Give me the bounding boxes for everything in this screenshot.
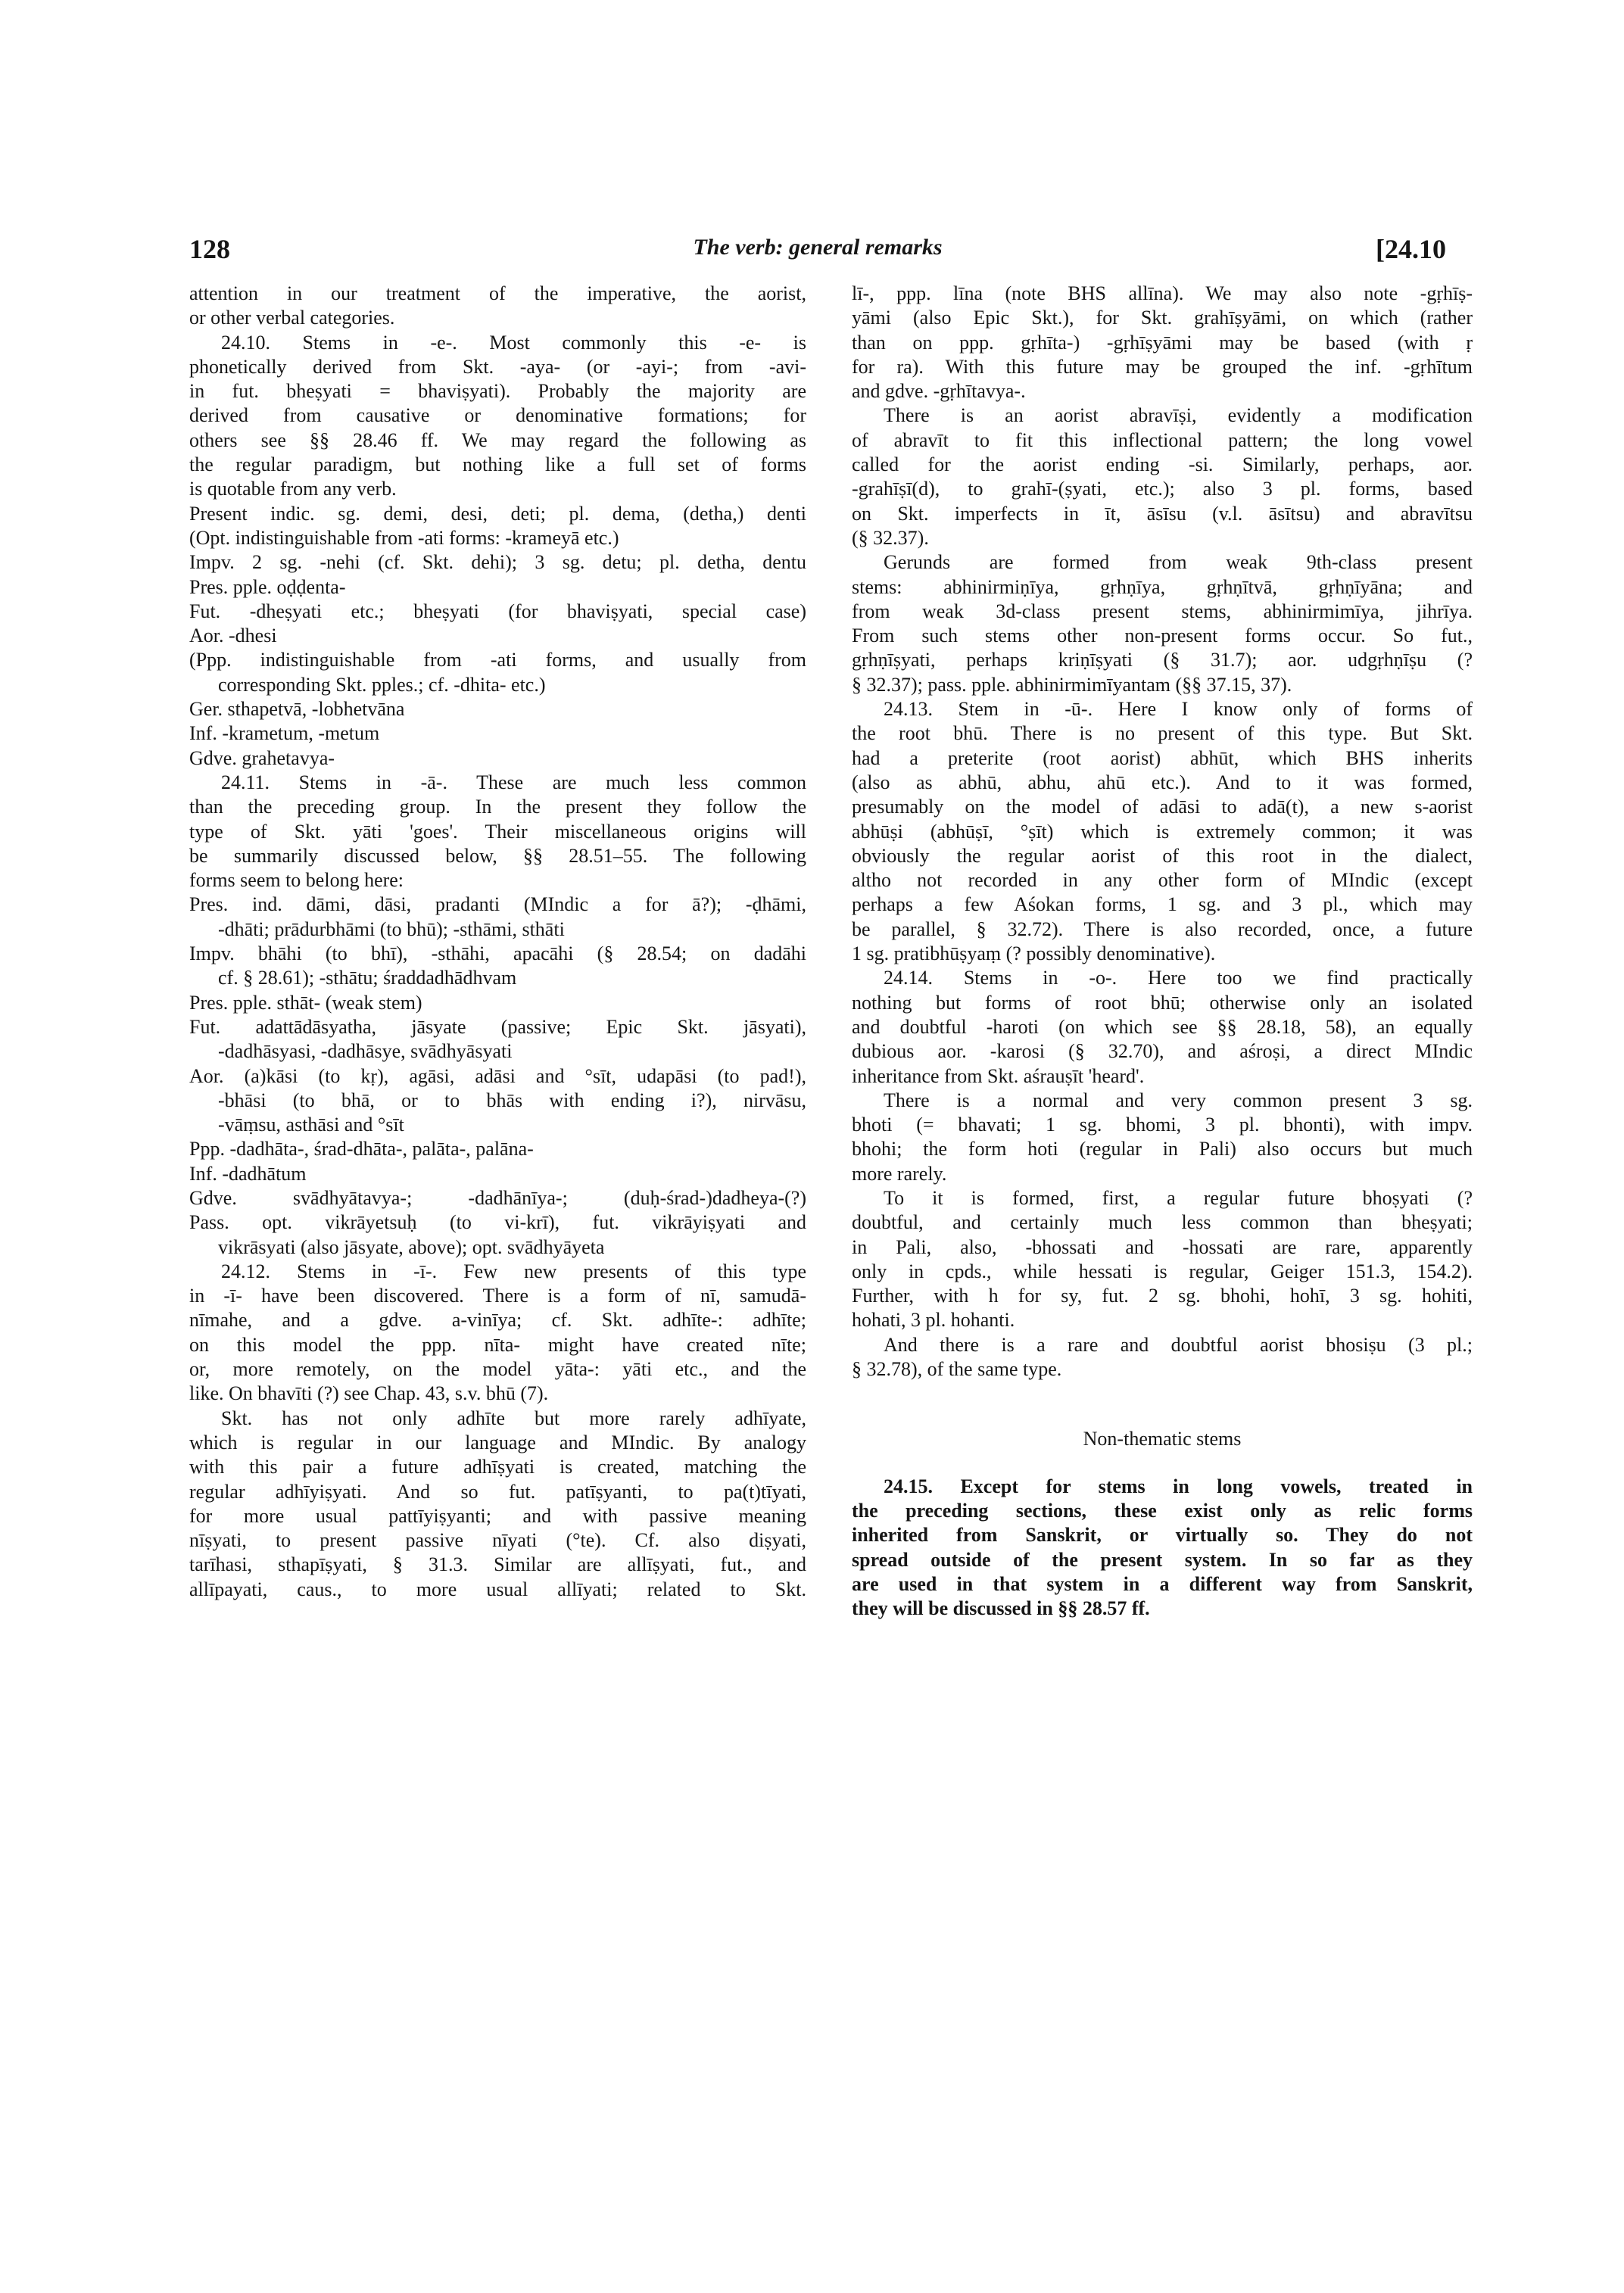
text-line: than the preceding group. In the present they follow the xyxy=(189,796,806,818)
text-line: (Ppp. indistinguishable from -ati forms, and usually from xyxy=(189,649,806,671)
page-number: 128 xyxy=(189,234,230,264)
text-line: corresponding Skt. pples.; cf. -dhita- etc.) xyxy=(218,673,546,696)
text-line: Inf. -krametum, -metum xyxy=(189,722,380,745)
text-line: There is an aorist abravīṣi, evidently a modification xyxy=(884,404,1473,427)
text-line: Aor. -dhesi xyxy=(189,625,277,647)
text-line: 24.14. Stems in -o-. Here too we find practically xyxy=(884,967,1473,989)
text-line: than on ppp. gṛhīta-) -gṛhīṣyāmi may be based (with ṛ xyxy=(852,331,1473,354)
text-line: are used in that system in a different way from Sanskrit, xyxy=(852,1572,1473,1595)
text-line: type of Skt. yāti 'goes'. Their miscellaneous origins will xyxy=(189,820,806,843)
text-line: Pres. pple. oḍḍenta- xyxy=(189,575,346,598)
text-line: phonetically derived from Skt. -aya- (or -ayi-; from -avi- xyxy=(189,355,806,378)
text-line: 24.12. Stems in -ī-. Few new presents of this type xyxy=(221,1260,806,1282)
text-line: Pres. pple. sthāt- (weak stem) xyxy=(189,991,422,1014)
text-line: dubious aor. -karosi (§ 32.70), and aśroṣi, a direct MIndic xyxy=(852,1040,1473,1063)
text-line: § 32.37); pass. pple. abhinirmimīyantam (§§ 37.15, 37). xyxy=(852,673,1292,696)
text-line xyxy=(852,1452,1473,1475)
text-line: 1 sg. pratibhūṣyaṃ (? possibly denominative). xyxy=(852,942,1216,965)
text-line: is quotable from any verb. xyxy=(189,478,397,500)
text-line: yāmi (also Epic Skt.), for Skt. grahīṣyāmi, on which (rather xyxy=(852,307,1473,329)
text-line: (also as abhū, abhu, ahū etc.). And to it was formed, xyxy=(852,771,1473,793)
text-line: Aor. (a)kāsi (to kṛ), agāsi, adāsi and °sīt, udapāsi (to pad!), xyxy=(189,1064,806,1087)
text-line: Inf. -dadhātum xyxy=(189,1162,307,1185)
text-line: gṛhṇīṣyati, perhaps kriṇīṣyati (§ 31.7); aor. udgṛhṇīṣu (? xyxy=(852,649,1473,671)
text-line: only in cpds., while hessati is regular, Geiger 151.3, 154.2). xyxy=(852,1260,1473,1282)
left-text-column xyxy=(189,282,806,1602)
text-line: To it is formed, first, a regular future bhoṣyati (? xyxy=(884,1186,1473,1209)
text-line xyxy=(852,1404,1473,1427)
text-line: in Pali, also, -bhossati and -hossati are rare, apparently xyxy=(852,1235,1473,1258)
text-line: bhoti (= bhavati; 1 sg. bhomi, 3 pl. bhonti), with impv. xyxy=(852,1114,1473,1136)
text-line: from weak 3d-class present stems, abhinirmimīya, jihrīya. xyxy=(852,600,1473,622)
text-line: Ppp. -dadhāta-, śrad-dhāta-, palāta-, palāna- xyxy=(189,1138,534,1161)
text-line: Fut. adattādāsyatha, jāsyate (passive; Epic Skt. jāsyati), xyxy=(189,1015,806,1038)
text-line: Gdve. svādhyātavya-; -dadhānīya-; (duḥ-śrad-)dadheya-(?) xyxy=(189,1186,806,1209)
text-line: -bhāsi (to bhā, or to bhās with ending i?), nirvāsu, xyxy=(218,1089,806,1111)
text-line: Non-thematic stems xyxy=(1083,1428,1242,1450)
text-line: or, more remotely, on the model yāta-: yāti etc., and the xyxy=(189,1358,806,1381)
text-line: doubtful, and certainly much less common than bheṣyati; xyxy=(852,1211,1473,1234)
section-reference: [24.10 xyxy=(1376,234,1446,264)
text-line: called for the aorist ending -si. Similarly, perhaps, aor. xyxy=(852,453,1473,476)
text-line: bhohi; the form hoti (regular in Pali) also occurs but much xyxy=(852,1138,1473,1161)
text-line: Present indic. sg. demi, desi, deti; pl. dema, (detha,) denti xyxy=(189,502,806,525)
text-line: -vāṃsu, asthāsi and °sīt xyxy=(218,1114,404,1136)
text-line: abhūṣi (abhūṣī, °ṣīt) which is extremely common; it was xyxy=(852,820,1473,843)
text-line: There is a normal and very common present 3 sg. xyxy=(884,1089,1473,1111)
text-line: nīmahe, and a gdve. a-vinīya; cf. Skt. adhīte-: adhīte; xyxy=(189,1309,806,1332)
text-line: in fut. bheṣyati = bhaviṣyati). Probably the majority are xyxy=(189,380,806,403)
text-line: and gdve. -gṛhītavya-. xyxy=(852,380,1026,403)
text-line: Gerunds are formed from weak 9th-class present xyxy=(884,551,1473,574)
text-line: vikrāsyati (also jāsyate, above); opt. svādhyāyeta xyxy=(218,1235,605,1258)
text-line: or other verbal categories. xyxy=(189,307,395,329)
text-line: derived from causative or denominative formations; for xyxy=(189,404,806,427)
text-line: regular adhīyiṣyati. And so fut. patīṣyanti, to pa(t)tīyati, xyxy=(189,1480,806,1503)
text-line: Impv. 2 sg. -nehi (cf. Skt. dehi); 3 sg. detu; pl. detha, dentu xyxy=(189,551,806,574)
text-line: Ger. sthapetvā, -lobhetvāna xyxy=(189,698,405,721)
text-line: lī-, ppp. līna (note BHS allīna). We may also note -gṛhīṣ- xyxy=(852,282,1473,304)
text-line: be parallel, § 32.72). There is also recorded, once, a future xyxy=(852,918,1473,940)
text-line: § 32.78), of the same type. xyxy=(852,1358,1062,1381)
text-line: perhaps a few Aśokan forms, 1 sg. and 3 pl., which may xyxy=(852,893,1473,916)
text-line: the regular paradigm, but nothing like a full set of forms xyxy=(189,453,806,476)
running-title: The verb: general remarks xyxy=(693,235,943,260)
text-line: more rarely. xyxy=(852,1162,947,1185)
right-text-column xyxy=(852,282,1473,1621)
text-line: Impv. bhāhi (to bhī), -sthāhi, apacāhi (§ 28.54; on dadāhi xyxy=(189,942,806,965)
text-line: nothing but forms of root bhū; otherwise only an isolated xyxy=(852,991,1473,1014)
text-line: for ra). With this future may be grouped the inf. -gṛhītum xyxy=(852,355,1473,378)
text-line: forms seem to belong here: xyxy=(189,869,404,892)
text-line: for more usual pattīyiṣyanti; and with passive meaning xyxy=(189,1504,806,1527)
text-line: presumably on the model of adāsi to adā(t), a new s-aorist xyxy=(852,796,1473,818)
text-line: others see §§ 28.46 ff. We may regard the following as xyxy=(189,428,806,451)
text-line: Pass. opt. vikrāyetsuḥ (to vi-krī), fut. vikrāyiṣyati and xyxy=(189,1211,806,1234)
text-line: (§ 32.37). xyxy=(852,526,929,549)
text-line xyxy=(852,1382,1473,1404)
text-line: 24.13. Stem in -ū-. Here I know only of forms of xyxy=(884,698,1473,721)
text-line: 24.10. Stems in -e-. Most commonly this -e- is xyxy=(221,331,806,354)
text-line: Further, with h for sy, fut. 2 sg. bhohi, hohī, 3 sg. hohiti, xyxy=(852,1285,1473,1307)
text-line: -dhāti; prādurbhāmi (to bhū); -sthāmi, sthāti xyxy=(218,918,565,940)
text-line: -dadhāsyasi, -dadhāsye, svādhyāsyati xyxy=(218,1040,513,1063)
text-line: From such stems other non-present forms occur. So fut., xyxy=(852,625,1473,647)
text-line: on Skt. imperfects in īt, āsīsu (v.l. āsītsu) and abravītsu xyxy=(852,502,1473,525)
text-line: hohati, 3 pl. hohanti. xyxy=(852,1309,1015,1332)
text-line: which is regular in our language and MIndic. By analogy xyxy=(189,1431,806,1453)
text-line: -grahīṣī(d), to grahī-(ṣyati, etc.); also 3 pl. forms, based xyxy=(852,478,1473,500)
text-line: had a preterite (root aorist) abhūt, which BHS inherits xyxy=(852,746,1473,769)
text-line: Skt. has not only adhīte but more rarely adhīyate, xyxy=(221,1407,806,1429)
text-line: obviously the regular aorist of this root in the dialect, xyxy=(852,844,1473,867)
text-line: the preceding sections, these exist only as relic forms xyxy=(852,1499,1473,1522)
text-line: inheritance from Skt. aśrauṣīt 'heard'. xyxy=(852,1064,1145,1087)
running-header xyxy=(189,233,1446,269)
text-line: cf. § 28.61); -sthātu; śraddadhādhvam xyxy=(218,967,517,989)
text-line: and doubtful -haroti (on which see §§ 28.18, 58), an equally xyxy=(852,1015,1473,1038)
text-line: And there is a rare and doubtful aorist bhosiṣu (3 pl.; xyxy=(884,1333,1473,1356)
text-line: Gdve. grahetavya- xyxy=(189,746,335,769)
text-line: nīṣyati, to present passive nīyati (°te). Cf. also diṣyati, xyxy=(189,1529,806,1552)
text-line: of abravīt to fit this inflectional pattern; the long vowel xyxy=(852,428,1473,451)
text-line: be summarily discussed below, §§ 28.51–55. The following xyxy=(189,844,806,867)
text-line: 24.15. Except for stems in long vowels, treated in xyxy=(884,1475,1473,1497)
text-line: 24.11. Stems in -ā-. These are much less common xyxy=(221,771,806,793)
text-line: the root bhū. There is no present of this type. But Skt. xyxy=(852,722,1473,745)
text-line: altho not recorded in any other form of MIndic (except xyxy=(852,869,1473,892)
text-line: with this pair a future adhīṣyati is created, matching the xyxy=(189,1456,806,1478)
text-line: they will be discussed in §§ 28.57 ff. xyxy=(852,1597,1150,1620)
text-line: tarīhasi, sthapīṣyati, § 31.3. Similar are allīṣyati, fut., and xyxy=(189,1553,806,1576)
text-line: attention in our treatment of the imperative, the aorist, xyxy=(189,282,806,304)
text-line: (Opt. indistinguishable from -ati forms: -krameyā etc.) xyxy=(189,526,619,549)
text-line: allīpayati, caus., to more usual allīyati; related to Skt. xyxy=(189,1578,806,1600)
text-line: on this model the ppp. nīta- might have created nīte; xyxy=(189,1333,806,1356)
text-line: like. On bhavīti (?) see Chap. 43, s.v. bhū (7). xyxy=(189,1382,549,1405)
text-line: inherited from Sanskrit, or virtually so. They do not xyxy=(852,1524,1473,1547)
text-line: stems: abhinirmiṇīya, gṛhṇīya, gṛhṇītvā, gṛhṇīyāna; and xyxy=(852,575,1473,598)
text-line: Fut. -dheṣyati etc.; bheṣyati (for bhaviṣyati, special case) xyxy=(189,600,806,622)
text-line: in -ī- have been discovered. There is a form of nī, samudā- xyxy=(189,1285,806,1307)
text-line: spread outside of the present system. In so far as they xyxy=(852,1548,1473,1571)
text-line: Pres. ind. dāmi, dāsi, pradanti (MIndic a for ā?); -ḍhāmi, xyxy=(189,893,806,916)
